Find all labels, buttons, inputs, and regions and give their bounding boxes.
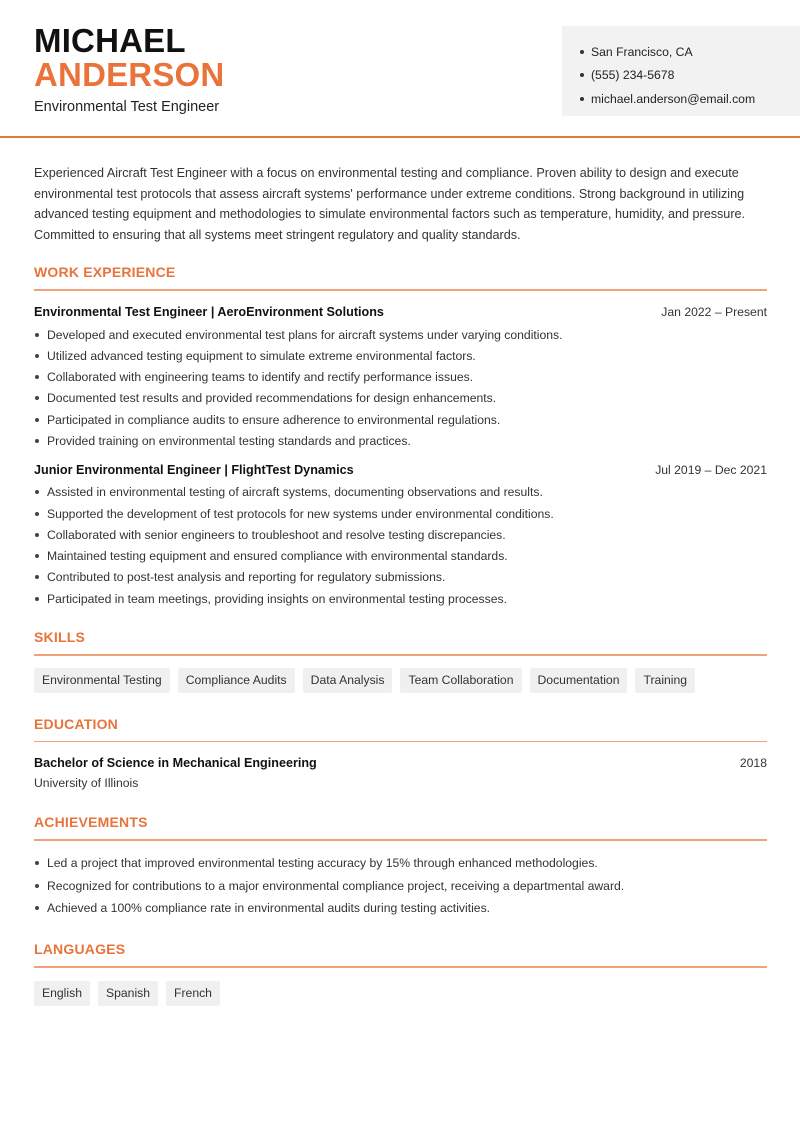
- section-divider: [34, 289, 767, 291]
- list-item: [34, 430, 767, 451]
- bullet-icon: [580, 50, 584, 54]
- skill-tag: Documentation: [530, 668, 628, 693]
- degree: Bachelor of Science in Mechanical Engineering: [34, 756, 317, 771]
- section-title-languages: LANGUAGES: [34, 941, 126, 958]
- bullet-text: Assisted in environmental testing of aircraft systems, documenting observations and results.: [47, 485, 543, 500]
- bullet-icon: [35, 906, 39, 910]
- list-item: [34, 874, 767, 897]
- bullet-text: Participated in compliance audits to ensure adherence to environmental regulations.: [47, 412, 501, 427]
- list-item: [34, 388, 767, 409]
- resume-body: [34, 163, 767, 1006]
- job-title: Environmental Test Engineer: [34, 99, 220, 115]
- graduation-year: 2018: [739, 756, 767, 771]
- list-item: [34, 366, 767, 387]
- language-tags: [34, 981, 767, 1006]
- bullet-icon: [35, 597, 39, 601]
- bullet-text: Supported the development of test protocols for new systems under environmental conditions.: [47, 506, 554, 521]
- bullet-icon: [35, 884, 39, 888]
- bullet-text: Collaborated with senior engineers to troubleshoot and resolve testing discrepancies.: [47, 527, 506, 542]
- list-item: [34, 482, 767, 503]
- section-title-achievements: ACHIEVEMENTS: [34, 814, 148, 831]
- list-item: [34, 524, 767, 545]
- section-divider: [34, 741, 767, 743]
- job-heading: Junior Environmental Engineer | FlightTest Dynamics: [34, 462, 354, 477]
- job-entry: [34, 463, 767, 610]
- skill-tag: Training: [635, 668, 695, 693]
- section-divider: [34, 966, 767, 968]
- section-divider: [34, 654, 767, 656]
- languages-section: [34, 941, 767, 1006]
- bullet-icon: [35, 554, 39, 558]
- bullet-text: Achieved a 100% compliance rate in environmental audits during testing activities.: [47, 901, 491, 916]
- resume-header: [0, 0, 800, 138]
- list-item: [34, 324, 767, 345]
- bullet-text: Led a project that improved environmental testing accuracy by 15% through enhanced methodologies.: [47, 856, 598, 871]
- first-name: MICHAEL: [34, 22, 186, 59]
- section-title-work: WORK EXPERIENCE: [34, 264, 176, 281]
- bullet-icon: [35, 490, 39, 494]
- bullet-text: Utilized advanced testing equipment to simulate extreme environmental factors.: [47, 348, 476, 363]
- work-experience-section: [34, 264, 767, 609]
- bullet-icon: [35, 861, 39, 865]
- bullet-icon: [35, 418, 39, 422]
- education-section: [34, 716, 767, 791]
- list-item: [34, 546, 767, 567]
- achievements-section: [34, 814, 767, 919]
- bullet-text: Participated in team meetings, providing insights on environmental testing processes.: [47, 591, 507, 606]
- bullet-icon: [35, 396, 39, 400]
- education-header: [34, 756, 767, 770]
- job-bullets: [34, 324, 767, 452]
- bullet-text: Contributed to post-test analysis and reporting for regulatory submissions.: [47, 570, 446, 585]
- bullet-text: Recognized for contributions to a major environmental compliance project, receiving a departmental award.: [47, 878, 625, 893]
- language-tag: Spanish: [98, 981, 158, 1006]
- bullet-icon: [35, 575, 39, 579]
- bullet-icon: [35, 354, 39, 358]
- bullet-text: Maintained testing equipment and ensured compliance with environmental standards.: [47, 549, 508, 564]
- job-header: [34, 305, 767, 319]
- phone-text: (555) 234-5678: [591, 68, 675, 83]
- job-heading: Environmental Test Engineer | AeroEnvironment Solutions: [34, 304, 384, 319]
- skill-tag: Environmental Testing: [34, 668, 170, 693]
- contact-phone: [580, 64, 800, 88]
- list-item: [34, 345, 767, 366]
- bullet-icon: [35, 375, 39, 379]
- skills-section: [34, 629, 767, 693]
- contact-box: [562, 26, 800, 116]
- location-text: San Francisco, CA: [591, 44, 693, 59]
- bullet-text: Documented test results and provided recommendations for design enhancements.: [47, 391, 497, 406]
- language-tag: English: [34, 981, 90, 1006]
- bullet-icon: [580, 73, 584, 77]
- achievement-bullets: [34, 852, 767, 920]
- language-tag: French: [166, 981, 220, 1006]
- bullet-icon: [35, 533, 39, 537]
- school: University of Illinois: [34, 776, 139, 791]
- skill-tag: Compliance Audits: [178, 668, 295, 693]
- skill-tag: Team Collaboration: [400, 668, 521, 693]
- summary-paragraph: Experienced Aircraft Test Engineer with a focus on environmental testing and compliance. Proven ability to design and execute environmental test protocols that assess aircraft systems' performance under extreme conditions. Strong background in utilizing advanced testing equipment and methodologies to simulate environmental factors such as temperature, humidity, and pressure. Committed to ensuring that all systems meet stringent regulatory and quality standards.: [34, 166, 746, 242]
- list-item: [34, 567, 767, 588]
- job-dates: Jul 2019 – Dec 2021: [655, 462, 767, 477]
- bullet-icon: [580, 97, 584, 101]
- bullet-text: Provided training on environmental testing standards and practices.: [47, 434, 411, 448]
- job-entry: [34, 305, 767, 452]
- last-name: ANDERSON: [34, 56, 225, 93]
- job-bullets: [34, 482, 767, 610]
- list-item: [34, 409, 767, 430]
- section-divider: [34, 839, 767, 841]
- skill-tag: Data Analysis: [303, 668, 393, 693]
- bullet-icon: [35, 439, 39, 443]
- section-title-education: EDUCATION: [34, 715, 118, 732]
- skill-tags: [34, 668, 767, 693]
- list-item: [34, 852, 767, 875]
- bullet-text: Collaborated with engineering teams to identify and rectify performance issues.: [47, 370, 474, 385]
- contact-location: [580, 40, 800, 64]
- section-title-skills: SKILLS: [34, 629, 85, 646]
- bullet-icon: [35, 512, 39, 516]
- job-header: [34, 463, 767, 477]
- email-text: michael.anderson@email.com: [591, 91, 756, 106]
- list-item: [34, 503, 767, 524]
- bullet-text: Developed and executed environmental test plans for aircraft systems under varying conditions.: [47, 327, 563, 342]
- list-item: [34, 588, 767, 609]
- contact-email: [580, 87, 800, 111]
- bullet-icon: [35, 333, 39, 337]
- list-item: [34, 897, 767, 920]
- job-dates: Jan 2022 – Present: [661, 304, 767, 319]
